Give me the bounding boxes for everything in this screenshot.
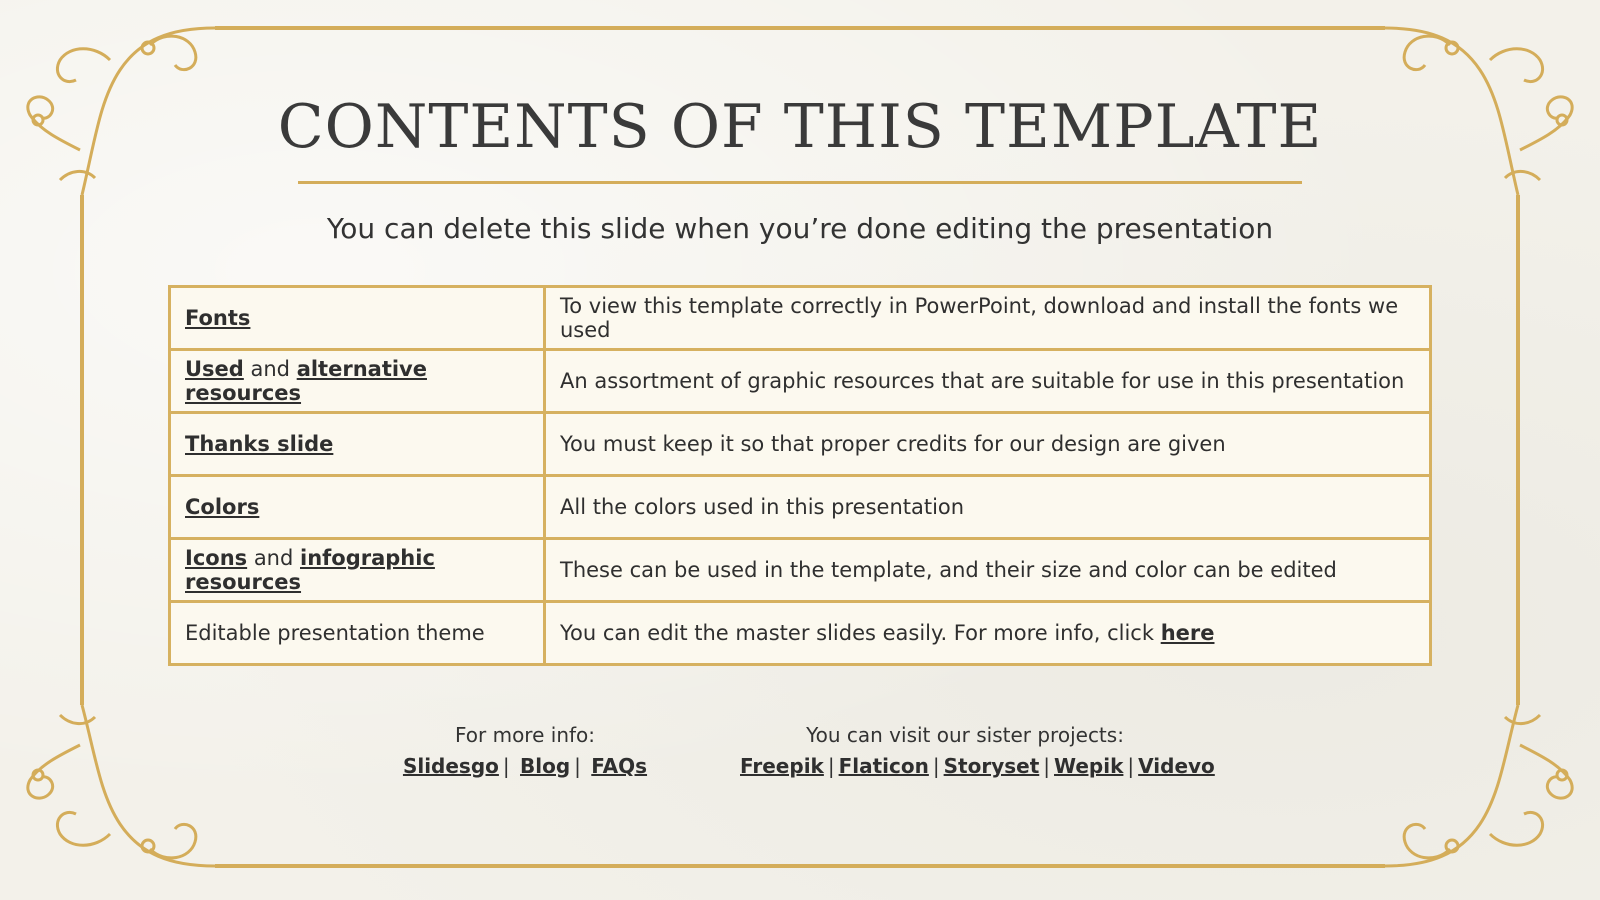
title-underline (298, 181, 1302, 184)
table-cell: Editable presentation theme (170, 602, 545, 665)
cell-text: You can edit the master slides easily. For more info, click (560, 621, 1161, 645)
joiner-text: and (243, 357, 297, 381)
table-cell: All the colors used in this presentation (545, 476, 1431, 539)
table-row (170, 287, 1431, 350)
separator: | (1043, 754, 1051, 778)
table-cell (170, 287, 545, 350)
alternative-resources-link[interactable]: alternative resources (185, 357, 427, 405)
slidesgo-link[interactable]: Slidesgo (402, 754, 499, 778)
faqs-link[interactable]: FAQs (591, 754, 648, 778)
footer-sister-projects (740, 720, 1215, 782)
wepik-link[interactable]: Wepik (1054, 754, 1124, 778)
table-cell: An assortment of graphic resources that are suitable for use in this presentation (545, 350, 1431, 413)
separator: | (502, 754, 510, 778)
separator: | (827, 754, 835, 778)
table-cell: You must keep it so that proper credits for our design are given (545, 413, 1431, 476)
separator: | (574, 754, 581, 778)
table-cell: These can be used in the template, and their size and color can be edited (545, 539, 1431, 602)
thanks-slide-link[interactable]: Thanks slide (185, 432, 334, 456)
here-link[interactable]: here (1160, 621, 1215, 645)
joiner-text: and (247, 546, 300, 570)
table-cell (170, 476, 545, 539)
footer-left-label: For more info: (454, 723, 596, 747)
table-row (170, 539, 1431, 602)
blog-link[interactable]: Blog (520, 754, 571, 778)
used-resources-link[interactable]: Used (185, 357, 244, 381)
separator: | (932, 754, 940, 778)
separator: | (1127, 754, 1135, 778)
table-row (170, 602, 1431, 665)
table-row (170, 413, 1431, 476)
infographic-resources-link[interactable]: infographic resources (185, 546, 435, 594)
footer-right-links (740, 751, 1215, 782)
table-cell (170, 539, 545, 602)
table-cell (170, 413, 545, 476)
table-cell (170, 350, 545, 413)
page-subtitle: You can delete this slide when you’re done editing the presentation (326, 212, 1274, 245)
colors-link[interactable]: Colors (185, 495, 260, 519)
flaticon-link[interactable]: Flaticon (838, 754, 929, 778)
freepik-link[interactable]: Freepik (740, 754, 824, 778)
fonts-link[interactable]: Fonts (185, 306, 251, 330)
storyset-link[interactable]: Storyset (943, 754, 1040, 778)
icons-link[interactable]: Icons (185, 546, 248, 570)
footer-more-info (380, 720, 670, 782)
table-row (170, 476, 1431, 539)
table-cell: To view this template correctly in PowerPoint, download and install the fonts we used (545, 287, 1431, 350)
footer-left-links (380, 751, 670, 782)
table-cell (545, 602, 1431, 665)
table-row (170, 350, 1431, 413)
page-title: CONTENTS OF THIS TEMPLATE (277, 92, 1323, 162)
contents-table (168, 285, 1432, 666)
videvo-link[interactable]: Videvo (1138, 754, 1215, 778)
footer-right-label: You can visit our sister projects: (806, 723, 1124, 747)
